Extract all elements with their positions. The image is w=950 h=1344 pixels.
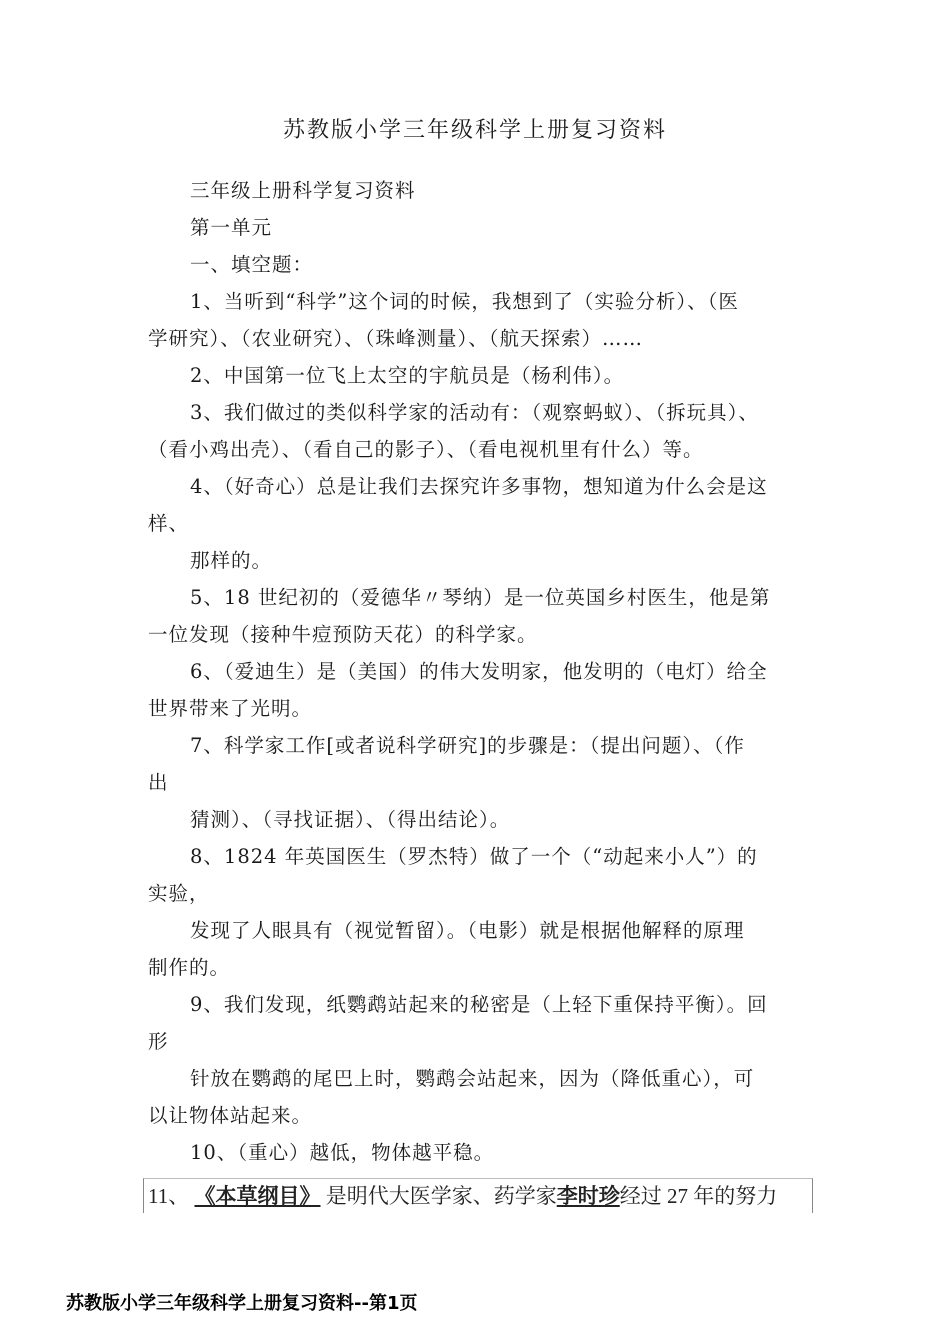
text-line: 5、18 世纪初的（爱德华〃琴纳）是一位英国乡村医生，他是第 bbox=[190, 586, 771, 609]
page-footer: 苏教版小学三年级科学上册复习资料--第1页 bbox=[66, 1293, 418, 1314]
item-11-mid: 是明代大医学家、药学家 bbox=[325, 1184, 557, 1208]
text-line: 制作的。 bbox=[148, 956, 231, 979]
text-line: 3、我们做过的类似科学家的活动有：（观察蚂蚁）、（拆玩具）、 bbox=[190, 401, 759, 424]
text-line: 10、（重心）越低，物体越平稳。 bbox=[190, 1141, 495, 1164]
person-name: 李时珍 bbox=[556, 1184, 620, 1208]
text-line: 8、1824 年英国医生（罗杰特）做了一个（“动起来小人”）的 bbox=[190, 845, 758, 868]
text-line: （看小鸡出壳）、（看自己的影子）、（看电视机里有什么）等。 bbox=[148, 438, 704, 461]
document-title: 苏教版小学三年级科学上册复习资料 bbox=[282, 118, 667, 143]
text-line: 世界带来了光明。 bbox=[148, 697, 313, 720]
unit-heading: 第一单元 bbox=[190, 216, 273, 239]
item-11-prefix: 11、 bbox=[148, 1184, 190, 1208]
text-line: 发现了人眼具有（视觉暂留）。（电影）就是根据他解释的原理 bbox=[190, 919, 745, 942]
text-line: 那样的。 bbox=[190, 549, 273, 572]
item-11-line bbox=[143, 1178, 813, 1213]
section-heading: 一、填空题： bbox=[190, 253, 314, 276]
item-11-suffix: 经过 27 年的努力 bbox=[619, 1184, 778, 1208]
subtitle: 三年级上册科学复习资料 bbox=[190, 179, 416, 202]
text-line: 猜测）、（寻找证据）、（得出结论）。 bbox=[190, 808, 511, 831]
text-line: 7、科学家工作[或者说科学研究]的步骤是：（提出问题）、（作 bbox=[190, 734, 745, 757]
text-line: 2、中国第一位飞上太空的宇航员是（杨利伟）。 bbox=[190, 364, 625, 387]
text-line: 形 bbox=[148, 1030, 169, 1053]
text-line: 4、（好奇心）总是让我们去探究许多事物，想知道为什么会是这 bbox=[190, 475, 768, 498]
text-line: 6、（爱迪生）是（美国）的伟大发明家，他发明的（电灯）给全 bbox=[190, 660, 768, 683]
text-line: 学研究）、（农业研究）、（珠峰测量）、（航天探索）…… bbox=[148, 327, 644, 350]
text-line: 1、当听到“科学”这个词的时候，我想到了（实验分析）、（医 bbox=[190, 290, 739, 313]
text-line: 实验， bbox=[148, 882, 210, 905]
text-line: 出 bbox=[148, 771, 169, 794]
text-line: 一位发现（接种牛痘预防天花）的科学家。 bbox=[148, 623, 538, 646]
book-title: 《本草纲目》 bbox=[194, 1184, 321, 1208]
text-line: 针放在鹦鹉的尾巴上时，鹦鹉会站起来，因为（降低重心），可 bbox=[190, 1067, 755, 1090]
text-line: 样、 bbox=[148, 512, 190, 535]
text-line: 9、我们发现，纸鹦鹉站起来的秘密是（上轻下重保持平衡）。回 bbox=[190, 993, 768, 1016]
text-line: 以让物体站起来。 bbox=[148, 1104, 313, 1127]
